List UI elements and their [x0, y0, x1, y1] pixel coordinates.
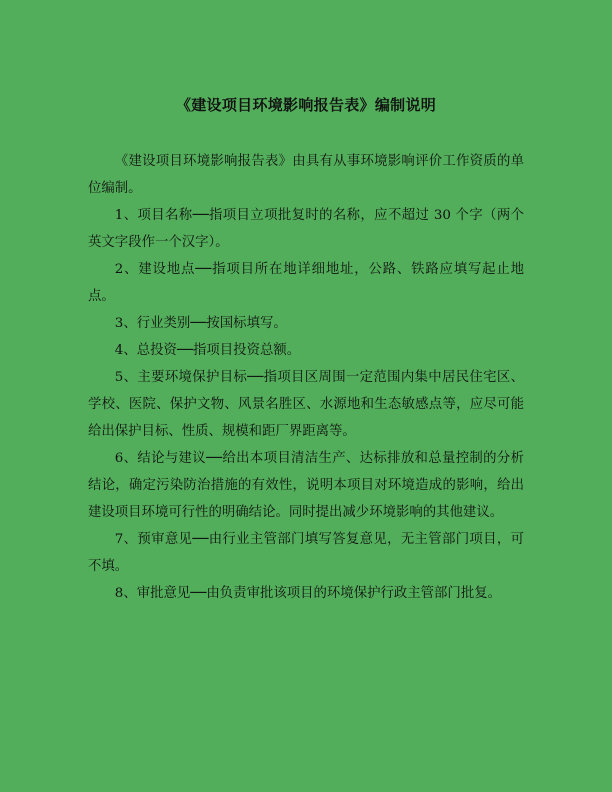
- item-construction-location: 2、建设地点──指项目所在地详细地址，公路、铁路应填写起止地点。: [88, 262, 524, 304]
- item-pre-review-opinion: 7、预审意见──由行业主管部门填写答复意见，无主管部门项目，可不填。: [88, 532, 524, 574]
- intro-paragraph: 《建设项目环境影响报告表》由具有从事环境影响评价工作资质的单位编制。: [88, 154, 524, 196]
- item-total-investment: 4、总投资──指项目投资总额。: [114, 343, 301, 358]
- document-title: 《建设项目环境影响报告表》编制说明: [175, 96, 437, 114]
- item-environmental-protection-targets: 5、主要环境保护目标──指项目区周围一定范围内集中居民住宅区、学校、医院、保护文物、风景名胜区、水源地和生态敏感点等，应尽可能给出保护目标、性质、规模和距厂界距离等。: [88, 370, 524, 439]
- item-approval-opinion: 8、审批意见──由负责审批该项目的环境保护行政主管部门批复。: [114, 586, 501, 601]
- document-body: [88, 148, 524, 607]
- item-industry-category: 3、行业类别──按国标填写。: [114, 316, 287, 331]
- item-conclusion-and-suggestions: 6、结论与建议──给出本项目清洁生产、达标排放和总量控制的分析结论，确定污染防治措施的有效性，说明本项目对环境造成的影响，给出建设项目环境可行性的明确结论。同时提出减少环境影响的其他建议。: [88, 451, 524, 520]
- item-project-name: 1、项目名称──指项目立项批复时的名称，应不超过 30 个字（两个英文字段作一个汉字）。: [88, 208, 524, 250]
